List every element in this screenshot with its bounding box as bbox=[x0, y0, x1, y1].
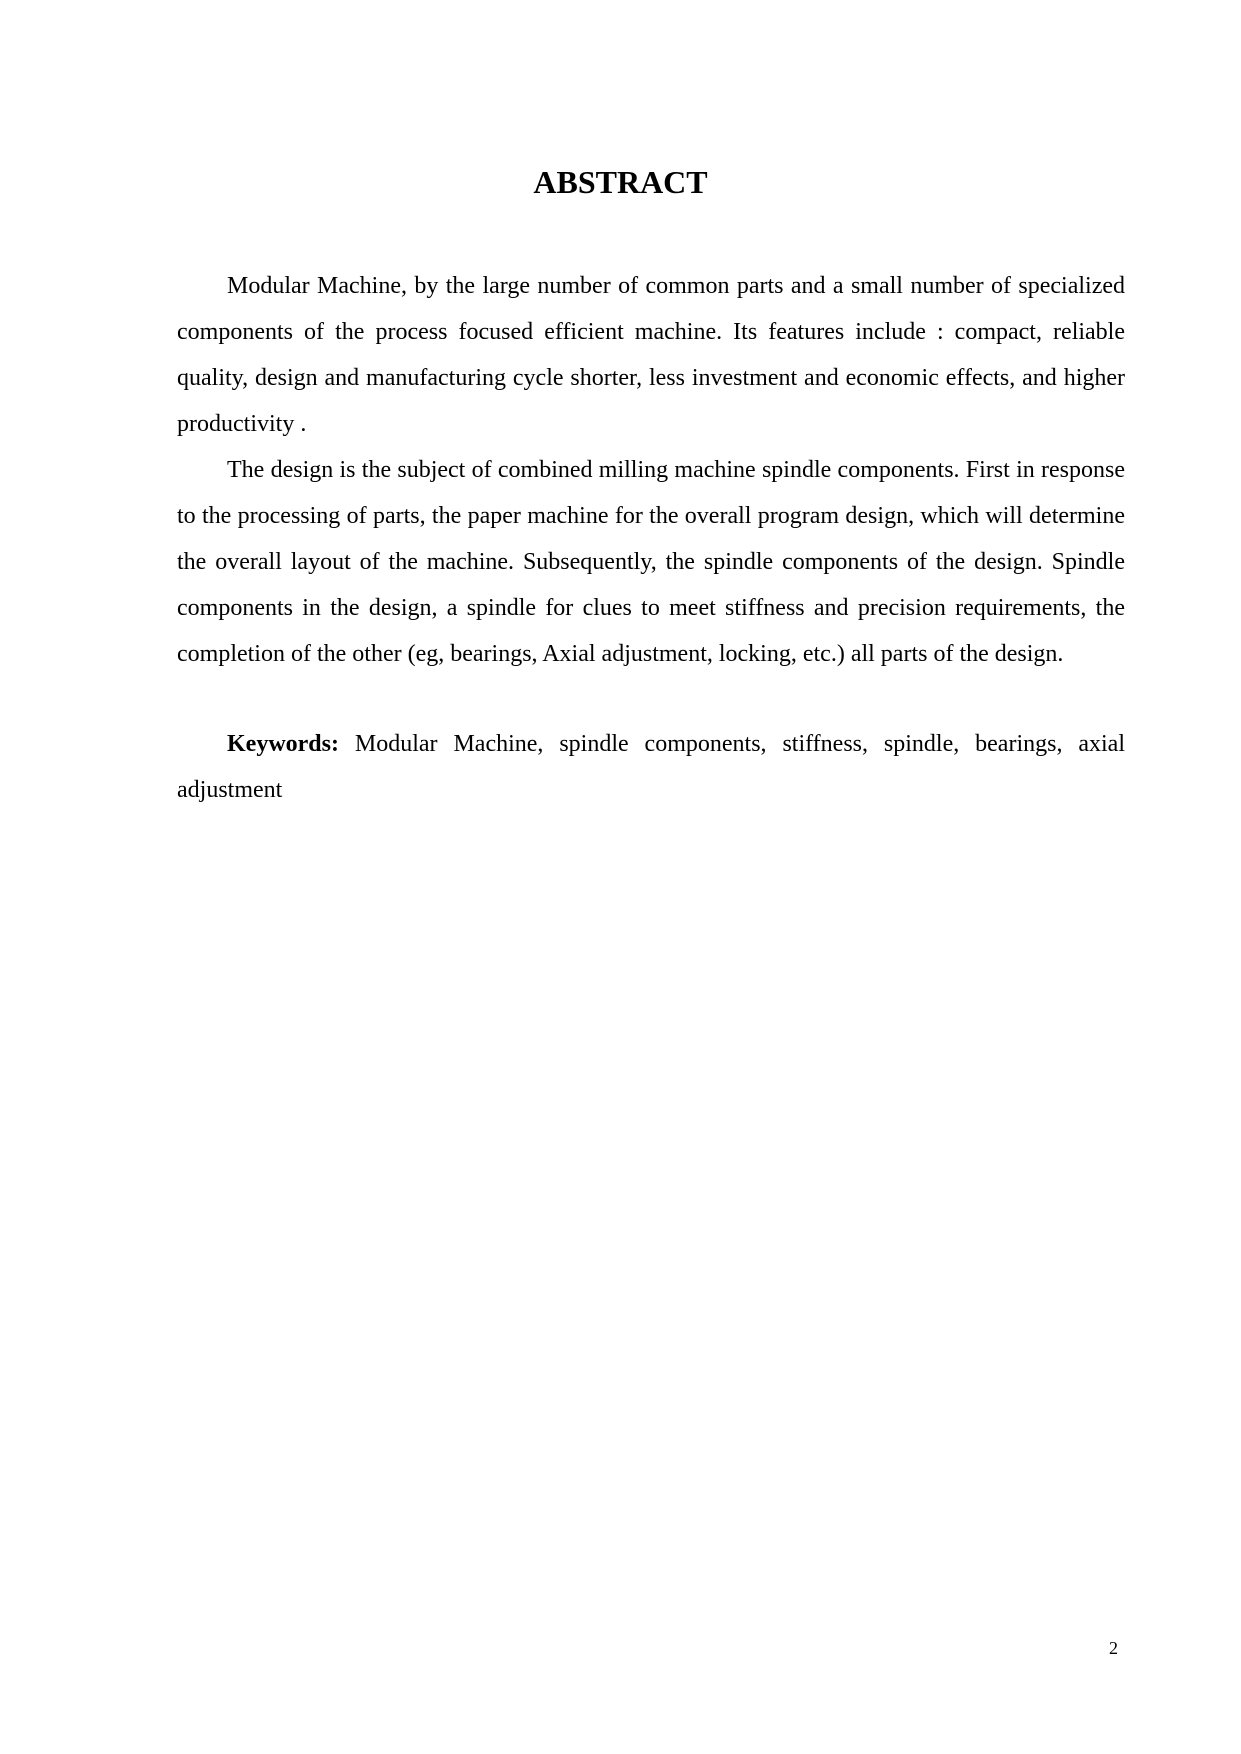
keywords-line bbox=[177, 721, 1125, 813]
keywords-label: Keywords: bbox=[227, 731, 339, 757]
abstract-body bbox=[177, 263, 1125, 813]
abstract-paragraph: Modular Machine, by the large number of common parts and a small number of specialized components of the process focused efficient machine. Its features include : compact, reliable quality, design and manufacturing cycle shorter, less investment and economic effects, and higher productivity . bbox=[177, 273, 1125, 437]
page-number: 2 bbox=[1109, 1638, 1118, 1658]
keywords-text: Modular Machine, spindle components, stiffness, spindle, bearings, axial adjustment bbox=[177, 731, 1125, 803]
page-title: ABSTRACT bbox=[533, 164, 708, 200]
abstract-paragraph: The design is the subject of combined milling machine spindle components. First in response to the processing of parts, the paper machine for the overall program design, which will determine the overall layout of the machine. Subsequently, the spindle components of the design. Spindle components in the design, a spindle for clues to meet stiffness and precision requirements, the completion of the other (eg, bearings, Axial adjustment, locking, etc.) all parts of the design. bbox=[177, 457, 1125, 667]
